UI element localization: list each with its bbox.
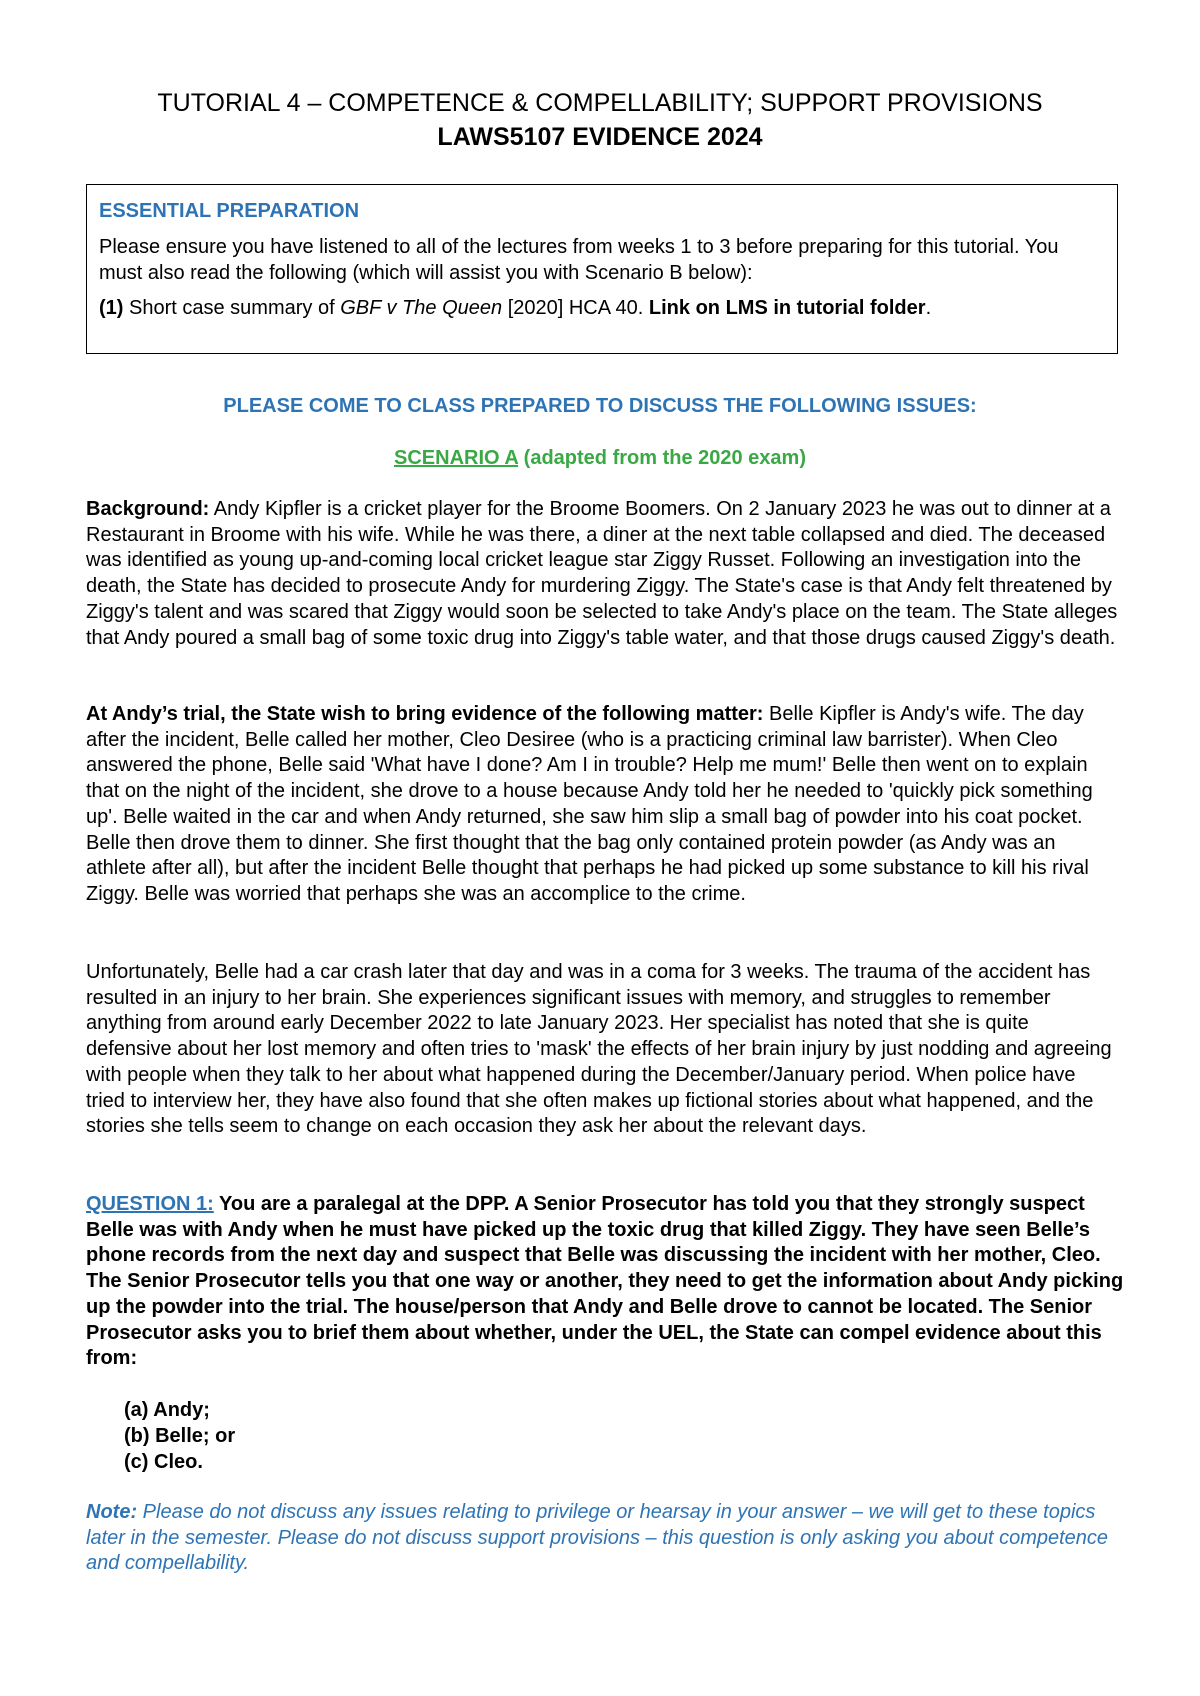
background-paragraph bbox=[86, 497, 1118, 651]
unfortunately-paragraph: Unfortunately, Belle had a car crash later that day and was in a coma for 3 weeks. The trauma of the accident has resulted in an injury to her brain. She experiences significant issues with memory, and struggles to remember anything from around early December 2022 to late January 2023. Her specialist has noted that she is quite defensive about her lost memory and often tries to 'mask' the effects of her brain injury by just nodding and agreeing with people when they talk to her about what happened during the December/January period. When police have tried to interview her, they have also found that she often makes up fictional stories about what happened, and the stories she tells seem to change on each occasion they ask her about the relevant days. bbox=[86, 961, 1112, 1138]
scenario-heading bbox=[0, 445, 1200, 471]
question-label: QUESTION 1: bbox=[86, 1193, 214, 1215]
reading-item-text-b: [2020] HCA 40. bbox=[502, 297, 649, 319]
reading-item bbox=[99, 295, 1106, 321]
page-subtitle: LAWS5107 EVIDENCE 2024 bbox=[437, 123, 763, 151]
reading-item-text-a: Short case summary of bbox=[123, 297, 341, 319]
trial-text: Belle Kipfler is Andy's wife. The day after the incident, Belle called her mother, Cleo Desiree (who is a practicing criminal law barrister). When Cleo answered the phone, Belle said 'What have I done? Am I in trouble? Help me mum!' Belle then went on to explain that on the night of the incident, she drove to a house because Andy told her he needed to 'quickly pick something up'. Belle waited in the car and when Andy returned, she saw him slip a small bag of powder into his coat pocket. Belle then drove them to dinner. She first thought that the bag only contained protein powder (as Andy was an athlete after all), but after the incident Belle thought that perhaps he had picked up some substance to kill his rival Ziggy. Belle was worried that perhaps she was an accomplice to the crime. bbox=[86, 703, 1093, 905]
essential-preparation-heading: ESSENTIAL PREPARATION bbox=[99, 200, 360, 222]
background-label: Background: bbox=[86, 498, 210, 520]
preparation-instructions: Please ensure you have listened to all of the lectures from weeks 1 to 3 before preparing for this tutorial. You must also read the following (which will assist you with Scenario B below): bbox=[99, 236, 1059, 284]
page-title: TUTORIAL 4 – COMPETENCE & COMPELLABILITY; SUPPORT PROVISIONS bbox=[157, 89, 1043, 117]
reading-item-end: . bbox=[925, 297, 932, 319]
note-label: Note: bbox=[86, 1501, 138, 1523]
trial-label: At Andy’s trial, the State wish to bring evidence of the following matter: bbox=[86, 703, 764, 725]
question-options bbox=[124, 1397, 524, 1475]
scenario-suffix: (adapted from the 2020 exam) bbox=[518, 447, 806, 469]
option-cleo: (c) Cleo. bbox=[124, 1451, 203, 1473]
reading-case-name: GBF v The Queen bbox=[340, 297, 503, 319]
option-andy: (a) Andy; bbox=[124, 1399, 210, 1421]
note-text: Please do not discuss any issues relating to privilege or hearsay in your answer – we will get to these topics later in the semester. Please do not discuss support provisions – this question is only asking you about competence and compellability. bbox=[86, 1501, 1109, 1575]
background-text: Andy Kipfler is a cricket player for the Broome Boomers. On 2 January 2023 he was out to dinner at a Restaurant in Broome with his wife. While he was there, a diner at the next table collapsed and died. The deceased was identified as young up-and-coming local cricket league star Ziggy Russet. Following an investigation into the death, the State has decided to prosecute Andy for murdering Ziggy. The State's case is that Andy felt threatened by Ziggy's talent and was scared that Ziggy would soon be selected to take Andy's place on the team. The State alleges that Andy poured a small bag of some toxic drug into Ziggy's table water, and that those drugs caused Ziggy's death. bbox=[86, 498, 1118, 649]
note-paragraph bbox=[86, 1500, 1118, 1577]
question-text: You are a paralegal at the DPP. A Senior Prosecutor has told you that they strongly suspect Belle was with Andy when he must have picked up the toxic drug that killed Ziggy. They have seen Belle’s phone records from the next day and suspect that Belle was discussing the incident with her mother, Cleo. The Senior Prosecutor tells you that one way or another, they need to get the information about Andy picking up the powder into the trial. The house/person that Andy and Belle drove to cannot be located. The Senior Prosecutor asks you to brief them about whether, under the UEL, the State can compel evidence about this from: bbox=[86, 1193, 1124, 1370]
reading-item-number: (1) bbox=[99, 297, 124, 319]
trial-paragraph bbox=[86, 702, 1118, 908]
scenario-label: SCENARIO A bbox=[394, 447, 519, 469]
essential-preparation-box bbox=[86, 184, 1118, 354]
question-paragraph bbox=[86, 1192, 1126, 1372]
option-belle: (b) Belle; or bbox=[124, 1425, 236, 1447]
come-prepared-heading: PLEASE COME TO CLASS PREPARED TO DISCUSS THE FOLLOWING ISSUES: bbox=[223, 395, 977, 417]
lms-link-note: Link on LMS in tutorial folder bbox=[648, 297, 926, 319]
